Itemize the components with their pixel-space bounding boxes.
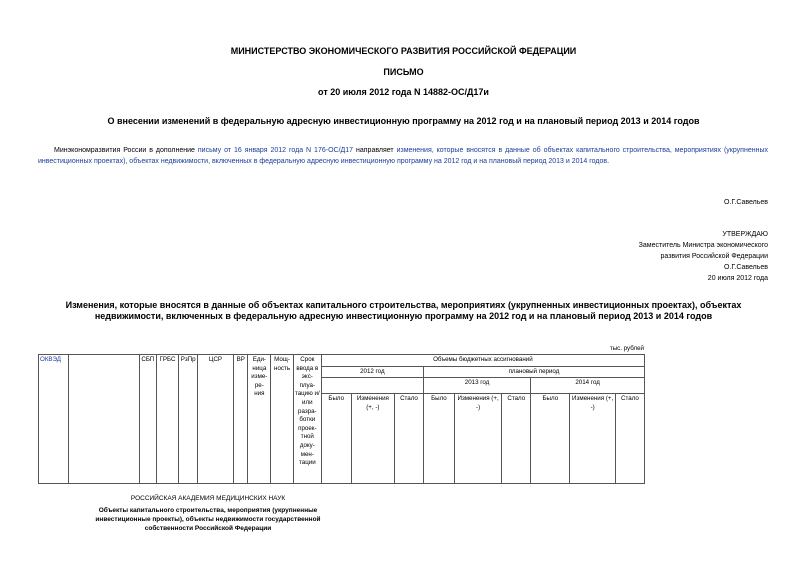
changes-link[interactable]: изменения, которые вносятся в данные об объектах капитального строительства, мероприятиях (укрупненных инвестиционных проектах), объектах недвижимости, включенных в федеральную адресную инвестиционную программу на 2012 год и на плановый период 2013 и 2014 годов (38, 147, 768, 165)
became-2013: Стало (502, 394, 531, 484)
year-2013-header: 2013 год (423, 378, 530, 394)
body-paragraph (38, 145, 768, 167)
approval-block (500, 229, 768, 284)
change-2012: Изменения (+, -) (351, 394, 394, 484)
term-header: Срок ввода в экс- плуа- тацию и/или разра- ботки проек- тной доку- мен- тации (293, 355, 321, 484)
was-2013: Было (423, 394, 454, 484)
year-2014-header: 2014 год (531, 378, 645, 394)
approval-line-1: УТВЕРЖДАЮ (722, 231, 768, 238)
approval-line-5: 20 июля 2012 года (707, 275, 768, 282)
change-2014: Изменения (+, -) (570, 394, 615, 484)
vr-header: ВР (234, 355, 248, 484)
doc-subject: О внесении изменений в федеральную адресную инвестиционную программу на 2012 год и на плановый период 2013 и 2014 годов (107, 116, 700, 126)
body-text-2: направляет (353, 147, 397, 154)
budget-header: Объемы бюджетных ассигнований (321, 355, 644, 367)
objects-line-1: Объекты капитального строительства, мероприятия (укрупненные (98, 507, 318, 514)
signer-name: О.Г.Савельев (724, 199, 768, 206)
annex-title-1: Изменения, которые вносятся в данные об объектах капитального строительства, мероприятиях (укрупненных инвестиционных проектах), объектах (65, 300, 742, 310)
plan-period-header: плановый период (423, 366, 644, 378)
ministry-title: МИНИСТЕРСТВО ЭКОНОМИЧЕСКОГО РАЗВИТИЯ РОССИЙСКОЙ ФЕДЕРАЦИИ (230, 46, 577, 56)
was-2012: Было (321, 394, 351, 484)
grbs-header: ГРБС (156, 355, 179, 484)
change-2013: Изменения (+, -) (454, 394, 501, 484)
approval-line-2: Заместитель Министра экономического (638, 242, 768, 249)
letter-link[interactable]: письму от 16 января 2012 года N 176-ОС/Д17 (197, 147, 354, 154)
org-name: РОССИЙСКАЯ АКАДЕМИЯ МЕДИЦИНСКИХ НАУК (130, 495, 286, 502)
objects-line-3: собственности Российской Федерации (144, 525, 272, 532)
body-text-1: Минэкономразвития России в дополнение (54, 147, 198, 154)
units-label: тыс. рублей (609, 345, 644, 352)
became-2012: Стало (395, 394, 424, 484)
unit-header: Еди- ница изме- ре- ния (248, 355, 271, 484)
rzpr-header: РзПр (179, 355, 198, 484)
body-text-3: . (607, 158, 610, 165)
doc-date: от 20 июля 2012 года N 14882-ОС/Д17и (318, 87, 489, 97)
changes-table (38, 354, 645, 484)
objects-line-2: инвестиционные проекты), объекты недвижимости государственной (95, 516, 321, 523)
okved-header[interactable]: ОКВЭД (40, 356, 61, 363)
became-2014: Стало (615, 394, 644, 484)
was-2014: Было (531, 394, 570, 484)
sbp-header: СБП (140, 355, 157, 484)
capacity-header: Мощ- ность (271, 355, 294, 484)
annex-title-2: недвижимости, включенных в федеральную адресную инвестиционную программу на 2012 год и на плановый период 2013 и 2014 годов (94, 311, 713, 321)
objects-label (68, 506, 348, 533)
doc-type: ПИСЬМО (383, 67, 424, 77)
approval-line-4: О.Г.Савельев (724, 264, 768, 271)
csr-header: ЦСР (197, 355, 233, 484)
approval-line-3: развития Российской Федерации (660, 253, 768, 260)
year-2012-header: 2012 год (321, 366, 423, 378)
